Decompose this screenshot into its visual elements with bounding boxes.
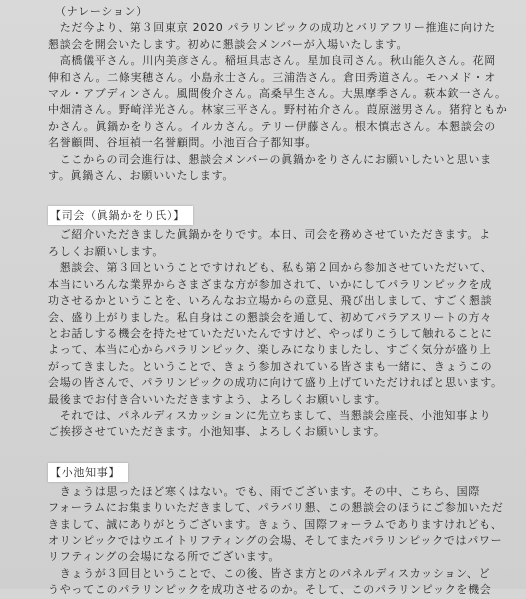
text-line: リフティングの会場になる所でございます。 [48,550,281,564]
text-line: マル・アブディンさん。風間俊介さん。高桑早生さん。大黒摩季さん。萩本欽一さん。 [48,87,507,101]
text-line: ただ今より、第３回東京 2020 パラリンピックの成功とバリアフリー推進に向けた [48,21,496,35]
text-line: 高橋儀平さん。川内美彦さん。稲垣具志さん。星加良司さん。秋山能久さん。花岡 [48,54,496,68]
text-line: オリンピックではウエイトリフティングの会場、そしてまたパラリンピックではパワー [48,533,503,547]
text-line: 功させるかということを、いろんなお立場からの意見、飛び出しまして、すごく懇談 [48,294,493,308]
text-line: とお話しする機会を持たせていただいたんですけど、やっぱりこうして触れることに [48,326,493,340]
speaker-label-governor: 【小池知事】 [48,463,128,482]
narration-section [48,20,510,184]
text-line: 懇談会、第３回ということですけれども、私も第２回から参加させていただいて、 [48,261,493,275]
text-line: それでは、パネルディスカッションに先立ちまして、当懇談会座長、小池知事より [48,408,492,422]
text-line: きまして、誠にありがとうございます。きょう、国際フォーラムでありますけれども、 [48,517,503,531]
speaker-label-moderator: 【司会（眞鍋かをり氏）】 [48,206,193,225]
text-line: 懇談会を開会いたします。初めに懇談会メンバーが入場いたします。 [48,37,409,51]
text-line: 会場の皆さんで、パラリンピックの成功に向けて盛り上げていただければと思います。 [48,376,503,390]
text-line: きょうが３回目ということで、この後、皆さま方とのパネルディスカッション、ど [48,566,491,580]
text-line: かさん。眞鍋かをりさん。イルカさん。テリー伊藤さん。根木慎志さん。本懇談会の [48,119,496,133]
text-line: 会、盛り上がりました。私自身はこの懇談会を通して、初めてパラアスリートの方々 [48,310,492,324]
text-line: す。眞鍋さん、お願いいたします。 [48,169,235,183]
text-line: ここからの司会進行は、懇談会メンバーの眞鍋かをりさんにお願いしたいと思いま [48,152,492,166]
text-line: 名誉顧問、谷垣禎一名誉顧問。小池百合子都知事。 [48,136,318,150]
text-line: ご紹介いただきました眞鍋かをりです。本日、司会を務めさせていただきます。よ [48,228,491,242]
text-line: 最後までお付き合いいただきますよう、よろしくお願いします。 [48,392,387,406]
text-line: がってきました。ということで、きょう参加されている皆さまも一緒に、きょうこの [48,359,493,373]
governor-section [48,484,510,599]
moderator-section [48,227,510,440]
text-line: 本当にいろんな業界からさまざまな方が参加されて、いかにしてパラリンピックを成 [48,277,492,291]
text-line: フォーラムにお集まりいただきまして、パラバリ懇、この懇談会のほうにご参加いただ [48,501,504,515]
text-line: きょうは思ったほど寒くはない。でも、雨でございます。その中、こちら、国際 [48,484,481,498]
text-line: ご挨拶させていただきます。小池知事、よろしくお願いします。 [48,425,386,439]
text-line: 伸和さん。二條実穂さん。小島永士さん。三浦浩さん。倉田秀道さん。モハメド・オ [48,70,496,84]
narration-label: （ナレーション） [55,5,148,18]
text-line: よって、本当に心からパラリンピック、楽しみになりましたし、すごく気分が盛り上 [48,343,492,357]
text-line: 中畑清さん。野崎洋光さん。林家三平さん。野村祐介さん。葭原滋男さん。猪狩ともか [48,103,508,117]
text-line: うやってこのパラリンピックを成功させるのか。そして、このパラリンピックを機会 [48,583,492,597]
text-line: ろしくお願いします。 [48,244,165,258]
transcript-body [48,4,510,599]
